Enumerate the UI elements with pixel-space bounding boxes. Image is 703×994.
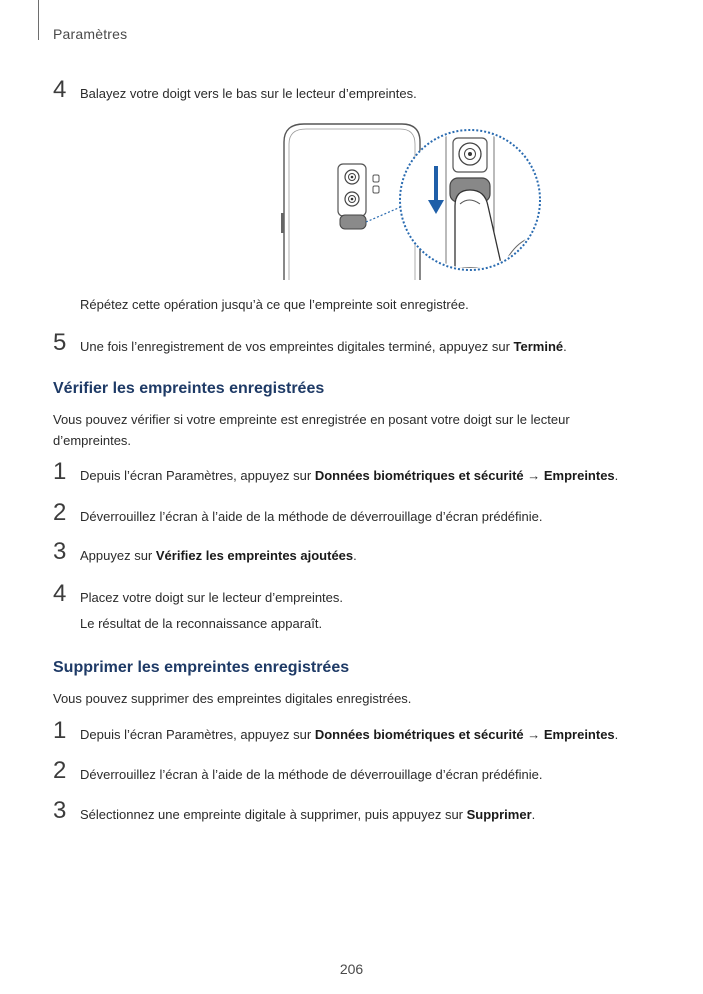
page-header-title: Paramètres [53, 26, 128, 42]
verify-intro: Vous pouvez vérifier si votre empreinte est enregistrée en posant votre doigt sur le lecteur d’empreintes. [53, 412, 570, 448]
step-number: 5 [53, 329, 67, 356]
delete-section-title: Supprimer les empreintes enregistrées [53, 659, 350, 676]
step-number: 4 [53, 580, 67, 607]
step-number: 2 [53, 757, 67, 784]
step-number: 3 [53, 538, 67, 565]
step-text: Placez votre doigt sur le lecteur d’empreintes. [80, 590, 344, 605]
step-text: Depuis l’écran Paramètres, appuyez sur Données biométriques et sécurité → Empreintes. [80, 468, 619, 483]
verify-section-title: Vérifier les empreintes enregistrées [53, 380, 325, 397]
step-number: 1 [53, 458, 67, 485]
delete-intro: Vous pouvez supprimer des empreintes digitales enregistrées. [53, 691, 412, 706]
step-number: 1 [53, 717, 67, 744]
step-number: 4 [53, 76, 67, 103]
repeat-note: Répétez cette opération jusqu’à ce que l’empreinte soit enregistrée. [80, 297, 469, 312]
page-number: 206 [339, 961, 364, 977]
done-label: Terminé [513, 339, 564, 354]
step-text: Depuis l’écran Paramètres, appuyez sur Données biométriques et sécurité → Empreintes. [80, 727, 619, 742]
phone-back-fingerprint-swipe-icon [270, 118, 550, 283]
step-text: Appuyez sur Vérifiez les empreintes ajoutées. [80, 548, 357, 563]
step-number: 3 [53, 797, 67, 824]
step-number: 2 [53, 499, 67, 526]
step-text: Déverrouillez l’écran à l’aide de la méthode de déverrouillage d’écran prédéfinie. [80, 509, 543, 524]
step-text: Une fois l’enregistrement de vos empreintes digitales terminé, appuyez sur Terminé. [80, 339, 567, 354]
step-text: Balayez votre doigt vers le bas sur le lecteur d’empreintes. [80, 86, 417, 101]
step-text: Sélectionnez une empreinte digitale à supprimer, puis appuyez sur Supprimer. [80, 807, 536, 822]
verify-result-note: Le résultat de la reconnaissance apparaît. [80, 616, 323, 631]
header-divider [38, 0, 39, 40]
step-text: Déverrouillez l’écran à l’aide de la méthode de déverrouillage d’écran prédéfinie. [80, 767, 543, 782]
